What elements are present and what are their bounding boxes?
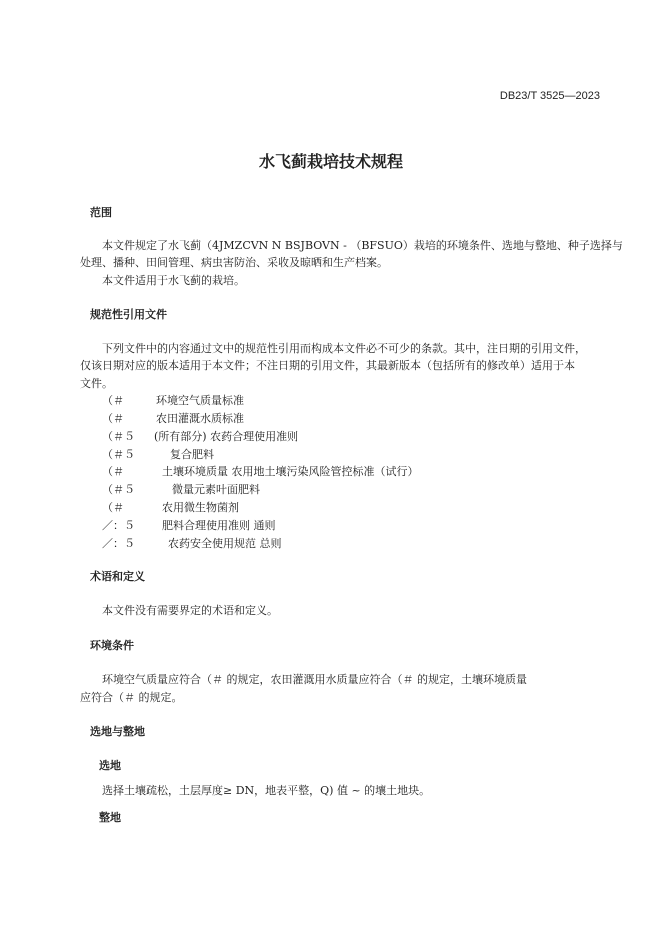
site-choice-paragraph: 选择土壤疏松，土层厚度≥ DN，地表平整，Q) 值 ~ 的壤土地块。 (102, 784, 431, 797)
reference-code: ／：５ (102, 519, 135, 532)
reference-title: 环境空气质量标准 (156, 394, 244, 407)
normative-intro-line-1: 下列文件中的内容通过文中的规范性引用而构成本文件必不可少的条款。其中，注日期的引用文件， (102, 342, 586, 355)
reference-code: （＃５ (102, 448, 135, 461)
document-title: 水飞蓟栽培技术规程 (258, 152, 403, 171)
reference-title: 农药安全使用规范 总则 (168, 537, 282, 550)
normative-intro-line-2: 仅该日期对应的版本适用于本文件；不注日期的引用文件，其最新版本（包括所有的修改单）适用于本 (80, 359, 575, 372)
section-heading-terms: 术语和定义 (90, 570, 145, 583)
terms-paragraph: 本文件没有需要界定的术语和定义。 (102, 604, 278, 617)
section-heading-environment: 环境条件 (90, 639, 134, 652)
normative-intro-line-3: 文件。 (80, 377, 113, 390)
environment-paragraph-line-1: 环境空气质量应符合（＃ 的规定，农田灌溉用水质量应符合（＃ 的规定，土壤环境质量 (102, 673, 527, 686)
reference-title: 复合肥料 (170, 448, 214, 461)
reference-title: 土壤环境质量 农用地土壤污染风险管控标准（试行） (162, 465, 419, 478)
reference-code: （＃５ (102, 483, 135, 496)
section-heading-scope: 范围 (90, 206, 112, 219)
document-code: DB23/T 3525—2023 (499, 90, 600, 102)
reference-code: （＃ (102, 394, 124, 407)
reference-title: (所有部分) 农药合理使用准则 (154, 430, 299, 443)
scope-paragraph-line-2: 处理、播种、田间管理、病虫害防治、采收及晾晒和生产档案。 (80, 256, 388, 269)
scope-paragraph-2: 本文件适用于水飞蓟的栽培。 (102, 274, 245, 287)
subsection-heading-site-choice: 选地 (99, 759, 121, 772)
reference-title: 农用微生物菌剂 (162, 501, 239, 514)
scope-paragraph-line-1: 本文件规定了水飞蓟（4JMZCVN N BSJBOVN - （BFSUO）栽培的环境条件、选地与整地、种子选择与 (102, 239, 623, 252)
reference-code: （＃ (102, 465, 124, 478)
section-heading-site-selection: 选地与整地 (90, 725, 145, 738)
subsection-heading-land-preparation: 整地 (99, 811, 121, 824)
reference-code: （＃ (102, 501, 124, 514)
environment-paragraph-line-2: 应符合（＃ 的规定。 (80, 691, 183, 704)
reference-title: 农田灌溉水质标准 (156, 412, 244, 425)
reference-code: （＃ (102, 412, 124, 425)
reference-title: 微量元素叶面肥料 (172, 483, 260, 496)
reference-code: ／：５ (102, 537, 135, 550)
section-heading-normative-references: 规范性引用文件 (90, 308, 167, 321)
reference-title: 肥料合理使用准则 通则 (162, 519, 276, 532)
reference-code: （＃５ (102, 430, 135, 443)
